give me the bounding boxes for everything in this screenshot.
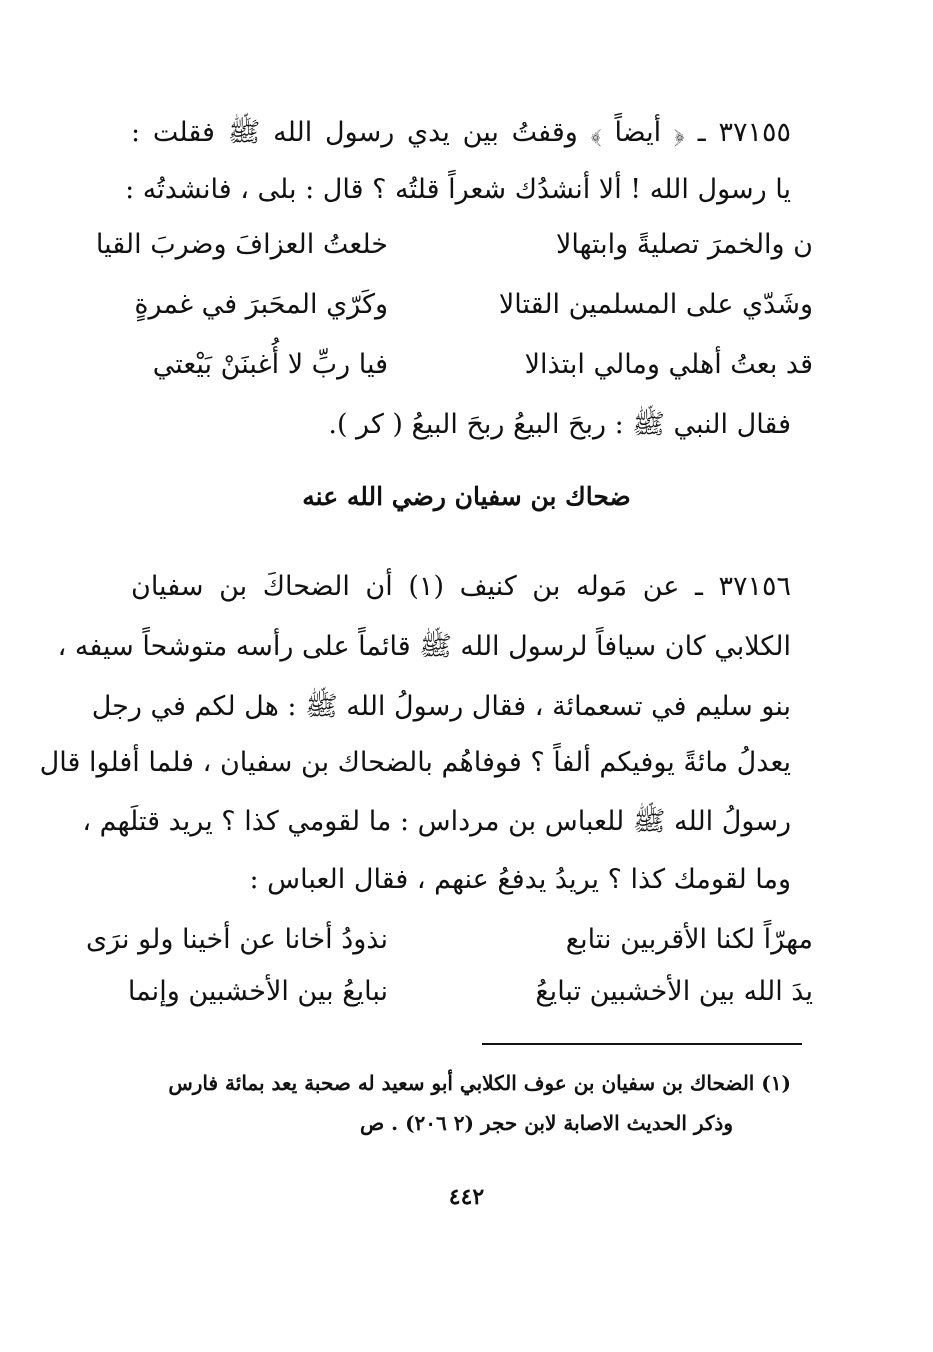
- hadith-37156-line-6: وما لقومك كذا ؟ يريدُ يدفعُ عنهم ، فقال العباس :: [249, 864, 791, 895]
- hadith-37156-line-1: ٣٧١٥٦ ـ عن مَوله بن كنيف (١) أن الضحاكَ بن سفيان: [131, 571, 792, 602]
- hadith-37156-line-3: بنو سليم في تسعمائة ، فقال رسولُ الله ﷺ : هل لكم في رجل: [91, 691, 791, 722]
- verse-1-first-hemistich: خلعتُ العزافَ وضربَ القيا: [95, 229, 388, 260]
- verse-5-first-hemistich: نبايعُ بين الأخشبين وإنما: [127, 976, 388, 1007]
- section-heading: ضحاك بن سفيان رضي الله عنه: [302, 482, 631, 511]
- verse-3-second-hemistich: قد بعتُ أهلي ومالي ابتذالا: [524, 349, 813, 380]
- hadith-37155-line-1: ٣٧١٥٥ ـ ﴿ أيضاً ﴾ وقفتُ بين يدي رسول الله ﷺ فقلت :: [131, 117, 791, 148]
- hadith-37156-line-5: رسولُ الله ﷺ للعباس بن مرداس : ما لقومي كذا ؟ يريد قتلَهم ،: [82, 806, 791, 837]
- verse-2-first-hemistich: وكَرّي المحَبرَ في غمرةٍ: [134, 289, 388, 320]
- verse-3-first-hemistich: فيا ربِّ لا أُغبنَنْ بَيْعتي: [152, 349, 388, 380]
- verse-1-second-hemistich: ن والخمرَ تصليةً وابتهالا: [555, 229, 813, 260]
- verse-5-second-hemistich: يدَ الله بين الأخشبين تبايعُ: [535, 976, 813, 1007]
- verse-4-second-hemistich: مهرّاً لكنا الأقربين نتابع: [565, 924, 813, 955]
- footnote-line-1: (١) الضحاك بن سفيان بن عوف الكلابي أبو سعيد له صحبة يعد بمائة فارس: [168, 1071, 791, 1095]
- verse-2-second-hemistich: وشَدّي على المسلمين القتالا: [498, 289, 813, 320]
- hadith-37155-closing: فقال النبي ﷺ : ربحَ البيعُ ربحَ البيعُ ( كر ).: [328, 409, 791, 440]
- footnote-line-2: وذكر الحديث الاصابة لابن حجر (٢ ٢٠٦) . ص: [360, 1111, 733, 1135]
- footnote-separator: [482, 1043, 802, 1045]
- page-number: ٤٤٢: [448, 1184, 485, 1210]
- hadith-37155-line-2: يا رسول الله ! ألا أنشدُك شعراً قلتُه ؟ قال : بلى ، فانشدتُه :: [125, 174, 791, 205]
- verse-4-first-hemistich: نذودُ أخانا عن أخينا ولو نرَى: [86, 924, 388, 955]
- hadith-37156-line-2: الكلابي كان سيافاً لرسول الله ﷺ قائماً على رأسه متوشحاً سيفه ،: [57, 631, 791, 662]
- hadith-37156-line-4: يعدلُ مائةً يوفيكم ألفاً ؟ فوفاهُم بالضحاك بن سفيان ، فلما أفلوا قال: [39, 747, 791, 778]
